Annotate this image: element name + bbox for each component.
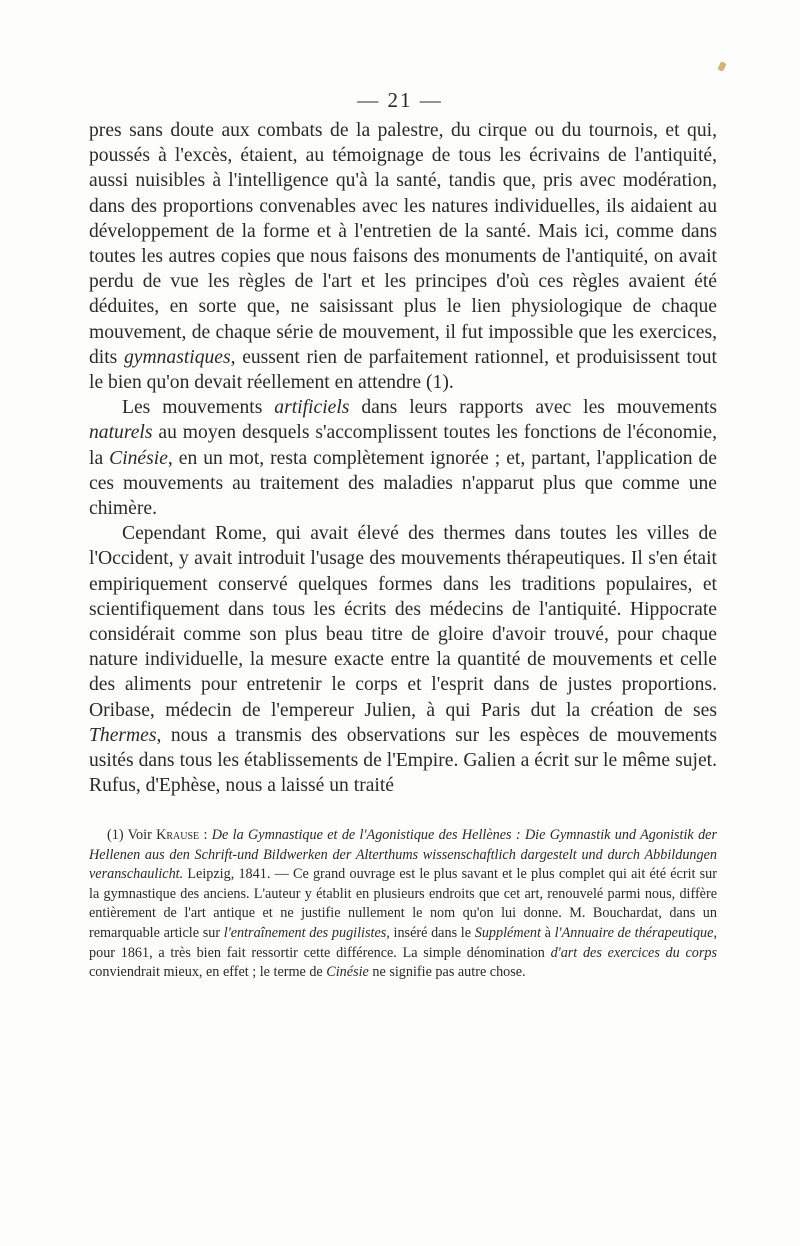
ink-speck <box>717 61 726 72</box>
text-run: , pour 1861, a très bien fait ressortir cette différence. La simple dénomination <box>89 924 717 961</box>
text-run: conviendrait mieux, en effet ; le terme de <box>89 964 327 981</box>
author-name: Krause <box>156 827 200 843</box>
page-number: — 21 — <box>357 88 443 112</box>
italic-run: artificiels <box>274 397 350 419</box>
italic-run: Cinésie <box>326 964 369 981</box>
text-run: , en un mot, resta complètement ignorée ; et, partant, l'application de ces mouvements au traitement des maladies n'apparut plus que comme une chimère. <box>89 447 718 520</box>
text-run: , eussent rien de parfaitement rationnel, et produisissent tout le bien qu'on devait réellement en attendre (1). <box>89 346 717 394</box>
text-run: (1) Voir <box>107 827 157 843</box>
italic-run: d'art des exercices du corps <box>550 944 717 961</box>
italic-run: Thermes <box>89 724 157 746</box>
footnote <box>89 826 717 983</box>
italic-run: Supplément <box>474 924 541 941</box>
paragraph <box>89 395 717 521</box>
italic-run: l'Annuaire de thérapeutique <box>554 924 714 941</box>
text-run: , nous a transmis des observations sur les espèces de mouvements usités dans tous les établissements de l'Empire. Galien a écrit sur le même sujet. Rufus, d'Ephèse, nous a laissé un traité <box>89 724 717 797</box>
text-run: Les mouvements <box>122 397 275 419</box>
text-run: dans leurs rapports avec les mouvements <box>349 397 717 419</box>
footnote-text <box>89 826 717 983</box>
italic-run: naturels <box>89 422 153 444</box>
text-run: Leipzig, 1841. — Ce grand ouvrage est le plus savant et le plus complet qui ait été écrit sur la gymnastique des anciens. L'auteur y établit en plusieurs endroits que cet art, renouvelé parmi nous, diffère entièrement de l'art antique et ne justifie nullement le nom qu'on lui donne. M. Bouchardat, dans un remarquable article sur <box>89 866 717 941</box>
text-run: ne signifie pas autre chose. <box>368 964 526 981</box>
italic-run: Cinésie <box>109 447 168 469</box>
paragraph <box>89 521 717 798</box>
text-run: , inséré dans le <box>386 924 475 941</box>
text-run: au moyen desquels s'accomplissent toutes les fonctions de l'économie, la <box>89 422 717 469</box>
text-run: pres sans doute aux combats de la palestre, du cirque ou du tournois, et qui, poussés à l'excès, étaient, au témoignage de tous les écrivains de l'antiquité, aussi nuisibles à l'intelligence qu'à la santé, tandis que, pris avec modération, dans des proportions convenables avec les natures individuelles, ils aidaient au développement de la forme et à l'entretien de la santé. Mais ici, comme dans toutes les autres copies que nous faisons des monuments de l'antiquité, on avait perdu de vue les règles de l'art et les principes d'où ces règles avaient été déduites, en sorte que, ne saisissant plus le lien physiologique de chaque mouvement, de chaque série de mouvement, il fut impossible que les exercices, dits <box>89 120 717 368</box>
text-run: : <box>199 827 212 843</box>
italic-run: gymnastiques <box>123 346 231 368</box>
paragraph <box>89 118 717 395</box>
italic-run: De la Gymnastique et de l'Agonistique des Hellènes : Die Gymnastik und Agonistik der Hellenen aus den Schrift-und Bildwerken der Alterthums wissenschaftlich dargestelt und durch Abbildungen veranschaulicht. <box>89 827 717 883</box>
text-run: à <box>540 924 555 941</box>
text-run: Cependant Rome, qui avait élevé des thermes dans toutes les villes de l'Occident, y avait introduit l'usage des mouvements thérapeutiques. Il s'en était empiriquement conservé quelques formes dans les traditions populaires, et scientifiquement dans tous les écrits des médecins de l'antiquité. Hippocrate considérait comme son plus beau titre de gloire d'avoir trouvé, pour chaque nature individuelle, la mesure exacte entre la quantité de mouvements et celle des aliments pour entretenir le corps et l'esprit dans de justes proportions. Oribase, médecin de l'empereur Julien, à qui Paris dut la création de ses <box>89 523 717 721</box>
main-text <box>89 118 717 798</box>
italic-run: l'entraînement des pugilistes <box>223 924 387 941</box>
